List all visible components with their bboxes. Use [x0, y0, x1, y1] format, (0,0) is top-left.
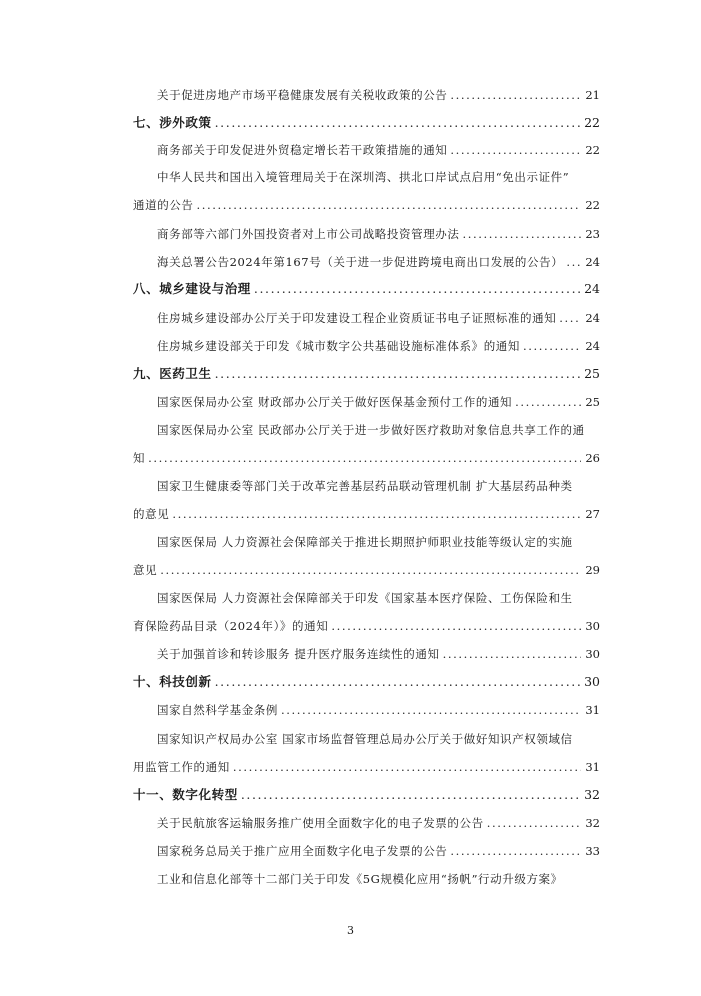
dot-leader	[450, 143, 581, 157]
toc-entry-line1[interactable]: 国家医保局 人力资源社会保障部关于印发《国家基本医疗保险、工伤保险和生	[157, 591, 573, 605]
section-title: 十一、数字化转型	[133, 787, 238, 802]
toc-section-heading[interactable]	[133, 282, 600, 296]
toc-page-number: 23	[585, 227, 600, 241]
page-number-footer: 3	[347, 924, 354, 937]
toc-entry[interactable]	[157, 143, 600, 157]
toc-page-number: 30	[585, 647, 600, 661]
toc-page-number: 25	[585, 395, 600, 409]
toc-page-number: 21	[585, 88, 600, 102]
toc-entry-title: 国家自然科学基金条例	[157, 703, 278, 717]
toc-entry[interactable]	[157, 255, 600, 269]
toc-entry-line1[interactable]: 国家医保局 人力资源社会保障部关于推进长期照护师职业技能等级认定的实施	[157, 535, 573, 549]
dot-leader	[566, 255, 581, 269]
dot-leader	[559, 311, 581, 325]
toc-page-number: 25	[584, 366, 600, 381]
toc-page-number: 24	[585, 339, 600, 353]
dot-leader	[197, 198, 582, 212]
toc-entry-title: 关于加强首诊和转诊服务 提升医疗服务连续性的通知	[157, 647, 440, 661]
toc-section-heading[interactable]	[133, 116, 600, 130]
toc-entry[interactable]	[157, 703, 600, 717]
toc-page-number: 32	[585, 816, 600, 830]
toc-entry[interactable]	[157, 311, 600, 325]
toc-section-heading[interactable]	[133, 367, 600, 381]
toc-entry-title: 意见	[133, 563, 158, 577]
toc-page-number: 33	[585, 844, 600, 858]
toc-entry-title: 国家医保局办公室 财政部办公厅关于做好医保基金预付工作的通知	[157, 395, 513, 409]
toc-entry-title: 国家税务总局关于推广应用全面数字化电子发票的公告	[157, 844, 448, 858]
toc-entry-title: 住房城乡建设部关于印发《城市数字公共基础设施标准体系》的通知	[157, 339, 520, 353]
toc-page-number: 24	[585, 255, 600, 269]
toc-page-number: 27	[585, 507, 600, 521]
dot-leader	[160, 563, 581, 577]
toc-page-number: 24	[585, 311, 600, 325]
dot-leader	[463, 227, 582, 241]
toc-entry[interactable]	[133, 563, 600, 577]
toc-page-number: 22	[584, 115, 600, 130]
toc-page-number: 31	[585, 703, 600, 717]
dot-leader	[241, 788, 580, 802]
toc-entry-title: 关于民航旅客运输服务推广使用全面数字化的电子发票的公告	[157, 816, 484, 830]
toc-section-heading[interactable]	[133, 675, 600, 689]
toc-entry-title: 商务部等六部门外国投资者对上市公司战略投资管理办法	[157, 227, 460, 241]
toc-page-number: 32	[584, 787, 600, 802]
dot-leader	[281, 703, 581, 717]
dot-leader	[233, 760, 582, 774]
dot-leader	[331, 619, 581, 633]
dot-leader	[215, 675, 580, 689]
dot-leader	[215, 116, 580, 130]
dot-leader	[523, 339, 581, 353]
dot-leader	[487, 816, 582, 830]
toc-entry[interactable]	[157, 844, 600, 858]
toc-entry[interactable]	[157, 395, 600, 409]
toc-entry-title: 用监管工作的通知	[133, 760, 230, 774]
toc-page-number: 30	[584, 674, 600, 689]
toc-entry-line1[interactable]: 中华人民共和国出入境管理局关于在深圳湾、拱北口岸试点启用“免出示证件”	[157, 170, 570, 184]
toc-entry[interactable]	[133, 507, 600, 521]
toc-entry[interactable]	[157, 647, 600, 661]
toc-entry[interactable]	[157, 88, 600, 102]
toc-page-number: 22	[585, 198, 600, 212]
toc-page-number: 24	[584, 281, 600, 296]
toc-entry[interactable]	[133, 451, 600, 465]
toc-page-number: 31	[585, 760, 600, 774]
toc-page-number: 22	[585, 143, 600, 157]
toc-entry-title: 通道的公告	[133, 198, 194, 212]
section-title: 七、涉外政策	[133, 115, 212, 130]
toc-page-number: 30	[585, 619, 600, 633]
toc-entry-title: 育保险药品目录（2024年）》的通知	[133, 619, 329, 633]
toc-entry-title: 关于促进房地产市场平稳健康发展有关税收政策的公告	[157, 88, 448, 102]
toc-entry-line1[interactable]: 国家知识产权局办公室 国家市场监督管理总局办公厅关于做好知识产权领域信	[157, 732, 573, 746]
toc-entry[interactable]	[157, 816, 600, 830]
dot-leader	[215, 367, 580, 381]
toc-entry[interactable]	[157, 339, 600, 353]
dot-leader	[450, 88, 581, 102]
toc-section-heading[interactable]	[133, 788, 600, 802]
toc-entry-line1[interactable]: 国家卫生健康委等部门关于改革完善基层药品联动管理机制 扩大基层药品种类	[157, 479, 573, 493]
toc-entry[interactable]	[133, 619, 600, 633]
section-title: 十、科技创新	[133, 674, 212, 689]
toc-entry-title: 海关总署公告2024年第167号（关于进一步促进跨境电商出口发展的公告）	[157, 255, 564, 269]
section-title: 八、城乡建设与治理	[133, 281, 251, 296]
dot-leader	[443, 647, 582, 661]
toc-entry-title: 知	[133, 451, 146, 465]
toc-entry-line1[interactable]: 工业和信息化部等十二部门关于印发《5G规模化应用“扬帆”行动升级方案》	[157, 872, 563, 886]
toc-entry-title: 商务部关于印发促进外贸稳定增长若干政策措施的通知	[157, 143, 448, 157]
toc-entry[interactable]	[133, 760, 600, 774]
toc-entry[interactable]	[133, 198, 600, 212]
toc-entry[interactable]	[157, 227, 600, 241]
dot-leader	[172, 507, 581, 521]
section-title: 九、医药卫生	[133, 366, 212, 381]
toc-page-number: 26	[585, 451, 600, 465]
toc-page-number: 29	[585, 563, 600, 577]
toc-entry-title: 的意见	[133, 507, 170, 521]
toc-entry-line1[interactable]: 国家医保局办公室 民政部办公厅关于进一步做好医疗救助对象信息共享工作的通	[157, 423, 585, 437]
toc-entry-title: 住房城乡建设部办公厅关于印发建设工程企业资质证书电子证照标准的通知	[157, 311, 557, 325]
dot-leader	[148, 451, 581, 465]
dot-leader	[515, 395, 581, 409]
dot-leader	[450, 844, 581, 858]
dot-leader	[254, 282, 580, 296]
